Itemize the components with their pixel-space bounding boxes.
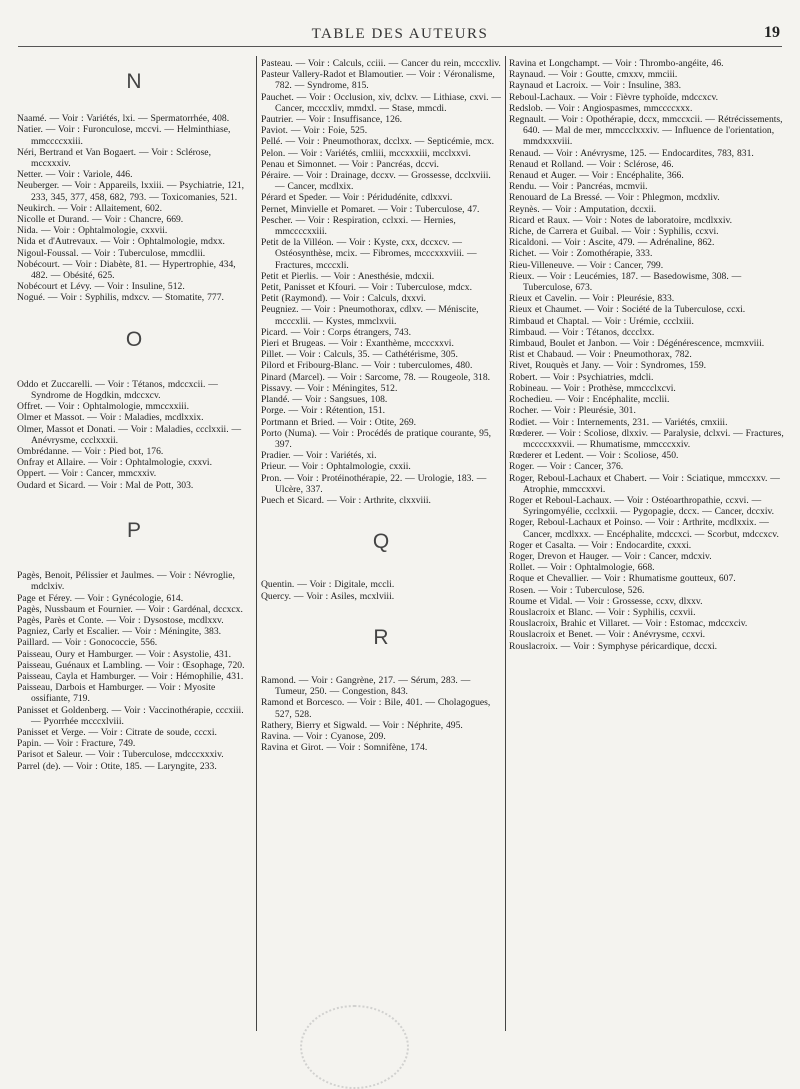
index-entry: Rieux. — Voir : Leucémies, 187. — Basedowisme, 308. — Tuberculose, 673.	[509, 270, 742, 294]
index-entry: Raynaud. — Voir : Goutte, cmxxv, mmciii.	[509, 69, 678, 81]
index-entry: Ramond et Borcesco. — Voir : Bile, 401. — Cholagogues, 527, 528.	[261, 697, 491, 720]
index-entry: Oppert. — Voir : Cancer, mmcxxiv.	[17, 468, 157, 480]
index-entry: Nobécourt et Lévy. — Voir : Insuline, 512.	[17, 281, 185, 293]
index-entry: Péraire. — Voir : Drainage, dccxv. — Grossesse, dcclxviii. — Cancer, mcdlxix.	[261, 170, 491, 193]
index-entry: Roger et Reboul-Lachaux. — Voir : Ostéoarthropathie, ccxvi. — Syringomyélie, ccclxxii. — Pygopagie, dccx. — Cancer, dccxiv.	[509, 494, 775, 518]
index-entry: Olmer, Massot et Donati. — Voir : Maladies, ccclxxii. — Anévrysme, ccclxxxii.	[17, 423, 242, 446]
library-stamp	[300, 1005, 409, 1089]
index-entry: Pagès, Parès et Conte. — Voir : Dysostose, mcdlxxv.	[17, 614, 224, 626]
page-header	[18, 22, 782, 47]
index-entry: Ricaldoni. — Voir : Ascite, 479. — Adrénaline, 862.	[509, 237, 715, 249]
index-entry: Ravina. — Voir : Cyanose, 209.	[261, 730, 386, 742]
index-entry: Pelon. — Voir : Variétés, cmliii, mccxxxiii, mcclxxvi.	[261, 147, 471, 159]
index-entry: Nida. — Voir : Ophtalmologie, cxxvii.	[17, 225, 168, 237]
index-entry: Redslob. — Voir : Angiospasmes, mmccccxxx.	[509, 102, 693, 114]
index-entry: Pagès, Benoit, Pélissier et Jaulmes. — Voir : Névroglie, mdclxiv.	[17, 570, 235, 593]
index-entry: Pron. — Voir : Protéinothérapie, 22. — Urologie, 183. — Ulcère, 337.	[261, 472, 487, 495]
page-number: 19	[764, 24, 780, 41]
index-entry: Ravina et Girot. — Voir : Somnifène, 174.	[261, 742, 428, 754]
index-entry: Pescher. — Voir : Respiration, cclxxi. — Hernies, mmccccxxiii.	[261, 214, 456, 238]
index-entry: Robert. — Voir : Psychiatries, mdcli.	[509, 371, 654, 383]
index-entry: Pellé. — Voir : Pneumothorax, dcclxx. — Septicémie, mcx.	[261, 136, 495, 148]
index-entry: Rimbaud et Chaptal. — Voir : Urémie, ccclxiii.	[509, 315, 694, 327]
index-entry: Raynaud et Lacroix. — Voir : Insuline, 383.	[509, 80, 682, 92]
index-entry: Renouard de La Bressé. — Voir : Phlegmon, mcdxliv.	[509, 192, 720, 204]
column-divider	[505, 56, 506, 1031]
index-entry: Néri, Bertrand et Van Bogaert. — Voir : Sclérose, mccxxxiv.	[17, 146, 211, 170]
index-entry: Rist et Chabaud. — Voir : Pneumothorax, 782.	[509, 349, 692, 361]
index-entry: Pagniez, Carly et Escalier. — Voir : Méningite, 383.	[17, 626, 222, 638]
index-entry: Picard. — Voir : Corps étrangers, 743.	[261, 326, 411, 338]
index-entry: Rouslacroix et Benet. — Voir : Anévrysme, ccxvi.	[509, 629, 706, 641]
index-entry: Rathery, Bierry et Sigwald. — Voir : Néphrite, 495.	[261, 719, 463, 731]
section-letter: P	[126, 518, 141, 542]
index-entry: Pilord et Fribourg-Blanc. — Voir : tuberculomes, 480.	[261, 360, 473, 372]
index-column-3	[509, 58, 785, 652]
index-entry: Regnault. — Voir : Opothérapie, dccx, mmccxcii. — Rétrécissements, 640. — Mal de mer, mmccclxxxiv. — Influence de l'orientation, mmdxxxviii.	[509, 114, 783, 148]
index-entry: Paisseau, Guénaux et Lambling. — Voir : Œsophage, 720.	[17, 659, 245, 671]
index-entry: Porge. — Voir : Rétention, 151.	[261, 405, 386, 417]
index-entry: Portmann et Bried. — Voir : Otite, 269.	[261, 416, 417, 428]
index-entry: Porto (Numa). — Voir : Procédés de pratique courante, 95, 397.	[261, 427, 492, 450]
index-entry: Paisseau, Darbois et Hamburger. — Voir : Myosite ossifiante, 719.	[17, 682, 216, 705]
index-entry: Roger, Reboul-Lachaux et Poinso. — Voir : Arthrite, mcdlxxix. — Cancer, mcdlxxx. — Encéphalite, mdccxci. — Scorbut, mdccxcv.	[509, 517, 779, 540]
index-entry: Roque et Chevallier. — Voir : Rhumatisme goutteux, 607.	[509, 573, 736, 585]
index-entry: Renaud et Auger. — Voir : Encéphalite, 366.	[509, 170, 684, 182]
index-entry: Reynès. — Voir : Amputation, dccxii.	[509, 203, 657, 215]
index-entry: Panisset et Goldenberg. — Voir : Vaccinothérapie, cccxiii. — Pyorrhée mcccxlviii.	[17, 704, 244, 727]
index-entry: Rendu. — Voir : Pancréas, mcmvii.	[509, 181, 648, 193]
index-entry: Nigoul-Foussal. — Voir : Tuberculose, mmcdlii.	[17, 247, 206, 259]
index-entry: Pasteau. — Voir : Calculs, cciii. — Cancer du rein, mcccxliv.	[261, 58, 501, 69]
section-letter: R	[373, 625, 389, 649]
index-entry: Pillet. — Voir : Calculs, 35. — Cathétérisme, 305.	[261, 349, 458, 361]
index-entry: Papin. — Voir : Fracture, 749.	[17, 738, 136, 750]
running-title: TABLE DES AUTEURS	[311, 26, 489, 42]
section-letter: O	[125, 327, 143, 351]
index-entry: Roger. — Voir : Cancer, 376.	[509, 461, 624, 473]
section-letter: Q	[372, 530, 390, 554]
index-entry: Richet. — Voir : Zomothérapie, 333.	[509, 248, 653, 260]
index-entry: Paisseau, Cayla et Hamburger. — Voir : Hémophilie, 431.	[17, 670, 244, 682]
index-entry: Plandé. — Voir : Sangsues, 108.	[261, 394, 388, 406]
index-entry: Ramond. — Voir : Gangrène, 217. — Sérum, 283. — Tumeur, 250. — Congestion, 843.	[261, 674, 471, 698]
index-entry: Pagès, Nussbaum et Fournier. — Voir : Gardénal, dccxcx.	[17, 603, 243, 615]
index-entry: Pernet, Minvielle et Pomaret. — Voir : Tuberculose, 47.	[261, 203, 480, 215]
index-entry: Pauchet. — Voir : Occlusion, xiv, dclxv. — Lithiase, cxvi. — Cancer, mcccxliv, mmdxl. — Stase, mmcdi.	[261, 91, 502, 114]
index-entry: Rollet. — Voir : Ophtalmologie, 668.	[509, 562, 655, 574]
index-entry: Onfray et Allaire. — Voir : Ophtalmologie, cxxvi.	[17, 457, 212, 469]
index-entry: Renaud et Rolland. — Voir : Sclérose, 46.	[509, 158, 674, 170]
section-letter: N	[126, 70, 142, 93]
index-entry: Neuberger. — Voir : Appareils, lxxiii. — Psychiatrie, 121, 233, 345, 377, 458, 682, 793. — Toxicomanies, 521.	[17, 180, 245, 203]
index-entry: Quentin. — Voir : Digitale, mccli.	[261, 579, 395, 591]
index-entry: Pissavy. — Voir : Méningites, 512.	[261, 382, 398, 394]
index-entry: Natier. — Voir : Furonculose, mccvi. — Helminthiase, mmccccxxiii.	[17, 124, 231, 147]
index-entry: Rouslacroix, Brahic et Villaret. — Voir : Estomac, mdccxciv.	[509, 618, 748, 630]
index-entry: Page et Férey. — Voir : Gynécologie, 614.	[17, 592, 184, 604]
index-entry: Rivet, Rouquès et Jany. — Voir : Syndromes, 159.	[509, 360, 707, 372]
index-entry: Nida et d'Autrevaux. — Voir : Ophtalmologie, mdxx.	[17, 236, 225, 248]
index-entry: Petit (Raymond). — Voir : Calculs, dxxvi.	[261, 293, 426, 305]
index-entry: Petit de la Villéon. — Voir : Kyste, cxx, dccxcv. — Ostéosynthèse, mcix. — Fibromes, mcccxxxviii. — Fractures, mcccxli.	[261, 237, 477, 271]
index-entry: Rieux et Cavelin. — Voir : Pleurésie, 833.	[509, 293, 675, 305]
index-entry: Rocher. — Voir : Pleurésie, 301.	[509, 405, 636, 417]
index-entry: Rodiet. — Voir : Internements, 231. — Variétés, cmxiii.	[509, 416, 728, 428]
index-entry: Parrel (de). — Voir : Otite, 185. — Laryngite, 233.	[17, 760, 217, 772]
index-entry: Reboul-Lachaux. — Voir : Fièvre typhoïde, mdccxcv.	[509, 91, 719, 103]
index-entry: Robineau. — Voir : Prothèse, mmccclxcvi.	[509, 382, 676, 394]
index-entry: Prieur. — Voir : Ophtalmologie, cxxii.	[261, 461, 411, 473]
index-entry: Rœderer. — Voir : Scoliose, dlxxiv. — Paralysie, dclxvi. — Fractures, mccccxxxvii. — Rhumatisme, mmcccxxiv.	[509, 427, 784, 450]
index-entry: Paillard. — Voir : Gonococcie, 556.	[17, 637, 158, 649]
index-column-2	[261, 58, 501, 753]
index-entry: Roger et Casalta. — Voir : Endocardite, cxxxi.	[509, 539, 692, 551]
index-entry: Pasteur Vallery-Radot et Blamoutier. — Voir : Véronalisme, 782. — Syndrome, 815.	[261, 69, 495, 92]
index-column-1	[17, 58, 251, 772]
index-entry: Peugniez. — Voir : Pneumothorax, cdlxv. — Méniscite, mcccxlii. — Kystes, mmclxvii.	[261, 304, 479, 327]
index-entry: Olmer et Massot. — Voir : Maladies, mcdlxxix.	[17, 412, 204, 424]
index-entry: Quercy. — Voir : Asiles, mcxlviii.	[261, 590, 395, 602]
index-entry: Petit, Panisset et Kfouri. — Voir : Tuberculose, mdcx.	[261, 282, 472, 294]
index-entry: Nicolle et Durand. — Voir : Chancre, 669.	[17, 214, 184, 226]
index-entry: Paviot. — Voir : Foie, 525.	[261, 125, 368, 137]
index-entry: Roume et Vidal. — Voir : Grossesse, ccxv, dlxxv.	[509, 595, 703, 607]
index-entry: Rouslacroix. — Voir : Symphyse péricardique, dccxi.	[509, 640, 718, 652]
index-entry: Ricard et Raux. — Voir : Notes de laboratoire, mcdlxxiv.	[509, 214, 733, 226]
index-entry: Nobécourt. — Voir : Diabète, 81. — Hypertrophie, 434, 482. — Obésité, 625.	[17, 258, 236, 282]
index-entry: Oddo et Zuccarelli. — Voir : Tétanos, mdccxcii. — Syndrome de Hogdkin, mdccxcv.	[17, 378, 218, 402]
index-entry: Penau et Simonnet. — Voir : Pancréas, dccvi.	[261, 158, 439, 170]
index-entry: Parisot et Saleur. — Voir : Tuberculose, mdcccxxxiv.	[17, 749, 224, 761]
index-entry: Rieu-Villeneuve. — Voir : Cancer, 799.	[509, 259, 664, 271]
index-entry: Netter. — Voir : Variole, 446.	[17, 169, 133, 181]
index-entry: Panisset et Verge. — Voir : Citrate de soude, cccxi.	[17, 726, 217, 738]
index-entry: Pérard et Speder. — Voir : Péridudénite, cdlxxvi.	[261, 192, 453, 204]
index-entry: Neukirch. — Voir : Allaitement, 602.	[17, 202, 162, 214]
index-entry: Renaud. — Voir : Anévrysme, 125. — Endocardites, 783, 831.	[509, 147, 754, 159]
index-entry: Puech et Sicard. — Voir : Arthrite, clxxviii.	[261, 494, 431, 506]
index-entry: Pradier. — Voir : Variétés, xi.	[261, 450, 377, 462]
index-entry: Pinard (Marcel). — Voir : Sarcome, 78. — Rougeole, 318.	[261, 371, 491, 383]
index-entry: Petit et Pierlis. — Voir : Anesthésie, mdcxii.	[261, 270, 435, 282]
index-entry: Ombrédanne. — Voir : Pied bot, 176.	[17, 446, 164, 458]
index-entry: Rosen. — Voir : Tuberculose, 526.	[509, 584, 645, 596]
index-entry: Riche, de Carrera et Guibal. — Voir : Syphilis, ccxvi.	[509, 226, 719, 238]
index-entry: Rieux et Chaumet. — Voir : Société de la Tuberculose, ccxi.	[509, 304, 746, 316]
index-entry: Rochedieu. — Voir : Encéphalite, mcclii.	[509, 394, 670, 406]
column-divider	[256, 56, 257, 1031]
index-entry: Ravina et Longchampt. — Voir : Thrombo-angéite, 46.	[509, 58, 724, 69]
index-entry: Pieri et Brugeas. — Voir : Exanthème, mcccxxvi.	[261, 338, 454, 350]
index-entry: Roger, Drevon et Hauger. — Voir : Cancer, mdcxiv.	[509, 550, 712, 562]
index-entry: Oudard et Sicard. — Voir : Mal de Pott, 303.	[17, 479, 194, 491]
index-entry: Paisseau, Oury et Hamburger. — Voir : Asystolie, 431.	[17, 648, 231, 660]
index-entry: Rœderer et Ledent. — Voir : Scoliose, 450.	[509, 450, 679, 462]
index-entry: Pautrier. — Voir : Insuffisance, 126.	[261, 114, 403, 126]
index-entry: Rimbaud, Boulet et Janbon. — Voir : Dégénérescence, mcmxviii.	[509, 338, 765, 350]
index-entry: Rimbaud. — Voir : Tétanos, dccclxx.	[509, 326, 655, 338]
index-entry: Rouslacroix et Blanc. — Voir : Syphilis, ccxvii.	[509, 606, 696, 618]
index-entry: Naamé. — Voir : Variétés, lxi. — Spermatorrhée, 408.	[17, 113, 230, 125]
index-entry: Roger, Reboul-Lachaux et Chabert. — Voir : Sciatique, mmccxxv. — Atrophie, mmccxxvi.	[509, 472, 780, 495]
index-entry: Nogué. — Voir : Syphilis, mdxcv. — Stomatite, 777.	[17, 292, 224, 304]
index-entry: Offret. — Voir : Ophtalmologie, mmccxxiii.	[17, 401, 189, 413]
